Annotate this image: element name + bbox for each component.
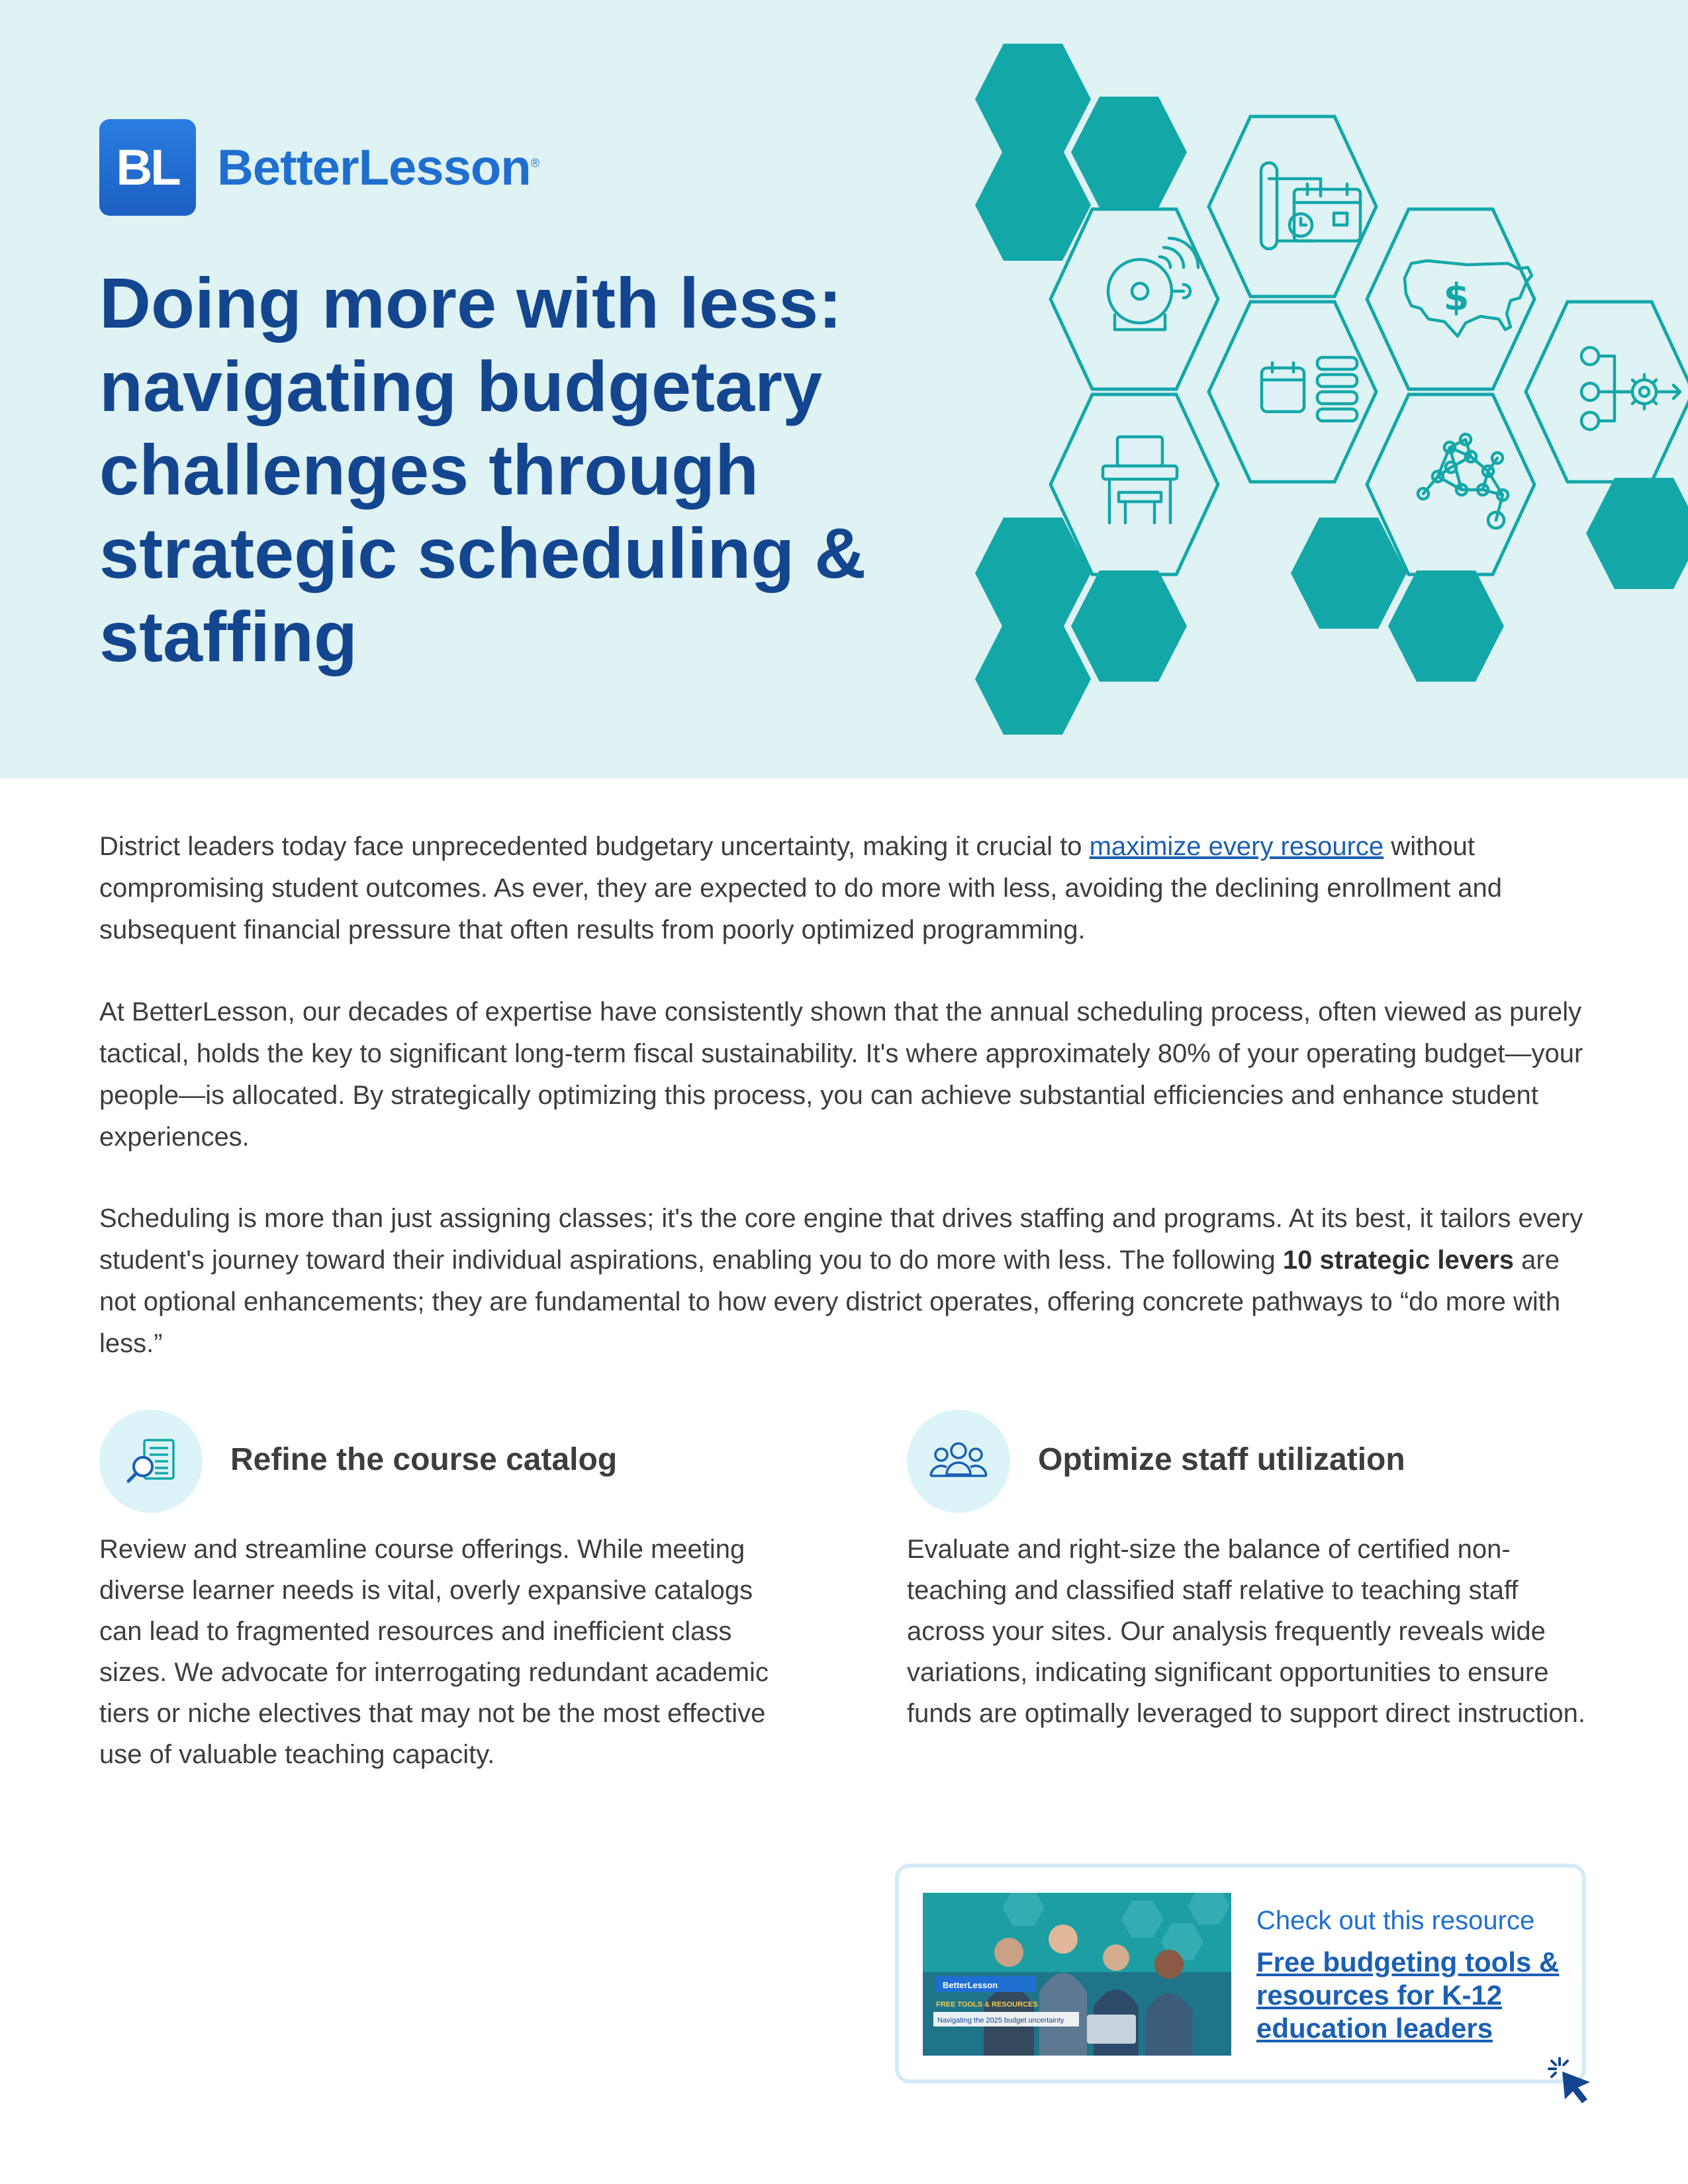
intro-p3-text-after: are not optional enhancements; they are fundamental to how every district operates, offering concrete pathways to “do more with less.” (99, 1246, 1561, 1358)
thumb-tag: FREE TOOLS & RESOURCES (936, 2001, 1038, 2009)
hex-solid (1071, 97, 1187, 208)
staff-group-icon (907, 1410, 1010, 1513)
trademark-symbol: ® (530, 156, 539, 170)
brand-name: BetterLesson (217, 139, 531, 196)
intro-p3-text-before: Scheduling is more than just assigning classes; it's the core engine that drives staffing and programs. At its best, it tailors every student's journey toward their individual aspirations, enabling you to do more with less. The following (99, 1204, 1583, 1275)
usa-dollar-map-icon (1405, 261, 1532, 336)
hex-solid (975, 623, 1091, 735)
strategic-levers-emphasis: 10 strategic levers (1282, 1246, 1515, 1275)
brand-logo[interactable] (99, 119, 539, 216)
calendar-list-icon (1262, 357, 1357, 421)
lever-2-text: Evaluate and right-size the balance of certified non-teaching and classified staff relative to teaching staff across your sites. Our analysis frequently reveals wide variations, indicating significant opportunities to ensure funds are optimally leveraged to support direct instruction. (907, 1535, 1585, 1728)
resource-kicker: Check out this resource (1256, 1906, 1535, 1935)
intro-paragraph-1 (99, 826, 1589, 951)
resource-link[interactable]: Free budgeting tools & resources for K-12 education leaders (1256, 1946, 1560, 2044)
hex-solid (1388, 570, 1504, 682)
hex-solid (975, 150, 1091, 261)
intro-paragraph-2: At BetterLesson, our decades of expertise have consistently shown that the annual scheduling process, often viewed as purely tactical, holds the key to significant long-term fiscal sustainability. It's where approximately 80% of your operating budget—your people—is allocated. By strategically optimizing this process, you can achieve substantial efficiencies and enhance student experiences. (99, 997, 1583, 1152)
course-catalog-search-icon (99, 1410, 203, 1513)
school-bell-icon (1108, 238, 1198, 330)
page-title: Doing more with less: navigating budgetary challenges through strategic scheduling & staffing (99, 263, 867, 676)
dollar-symbol: $ (1443, 276, 1470, 319)
network-graph-icon (1418, 434, 1508, 528)
hero-banner (0, 0, 1688, 778)
lever-2-title: Optimize staff utilization (1038, 1442, 1405, 1477)
lever-1-title: Refine the course catalog (230, 1442, 618, 1477)
intro-paragraph-3 (99, 1198, 1589, 1365)
resource-card[interactable] (895, 1864, 1586, 2083)
hex-solid (1586, 478, 1688, 589)
click-cursor-icon (1545, 2056, 1601, 2111)
logo-mark: BL (99, 119, 196, 216)
lever-1-text: Review and streamline course offerings. While meeting diverse learner needs is vital, overly expansive catalogs can lead to fragmented resources and inefficient class sizes. We advocate for interrogating redundant academic tiers or niche electives that may not be the most effective use of valuable teaching capacity. (99, 1535, 769, 1769)
intro-p1-text-after: without compromising student outcomes. As ever, they are expected to do more with less, avoiding the declining enrollment and subsequent financial pressure that often results from poorly optimized programming. (99, 832, 1502, 944)
thumb-caption: Navigating the 2025 budget uncertainty (937, 2017, 1064, 2025)
hex-solid (975, 44, 1091, 155)
process-gear-icon (1581, 347, 1680, 430)
hex-solid (1071, 570, 1187, 682)
hex-outline (1051, 209, 1218, 389)
classroom-desk-icon (1103, 437, 1177, 523)
thumb-brand: BetterLesson (943, 1980, 998, 1990)
intro-p1-text-before: District leaders today face unprecedented budgetary uncertainty, making it crucial to (99, 832, 1090, 861)
logo-wordmark (217, 139, 539, 197)
resource-thumbnail[interactable] (923, 1893, 1231, 2056)
blueprint-calendar-icon (1261, 163, 1360, 249)
hex-outline (1209, 116, 1376, 296)
maximize-resource-link[interactable]: maximize every resource (1089, 832, 1384, 861)
